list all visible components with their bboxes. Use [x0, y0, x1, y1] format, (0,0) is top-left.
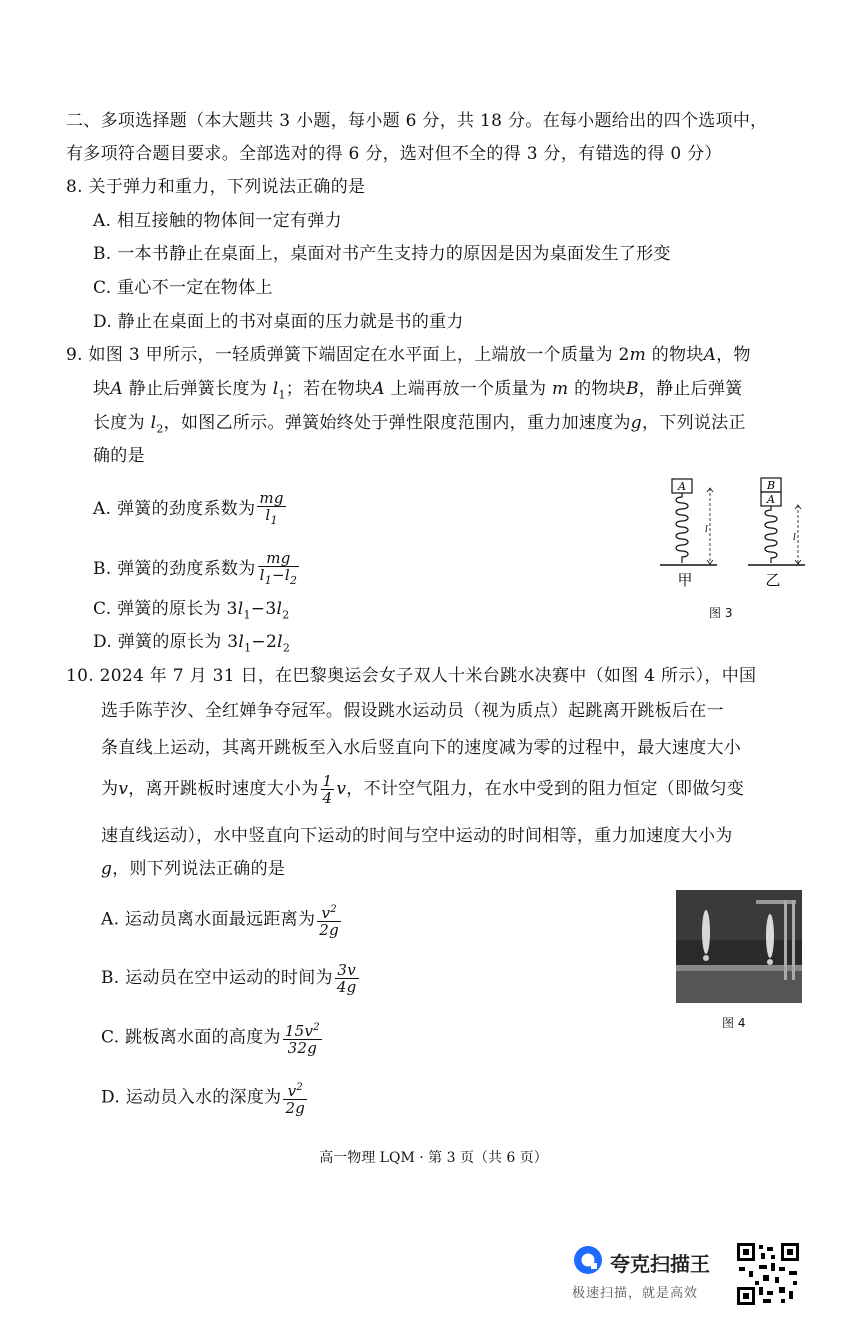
- figure-4-diving-photo: [676, 890, 802, 1003]
- brand-slogan: 极速扫描，就是高效: [572, 1286, 699, 1301]
- fraction-v2-over-2g-depth: $\frac{v^2}{2g}$: [285, 1082, 306, 1117]
- block-a-left-label: A: [678, 480, 686, 493]
- figure-3-caption: 图 3: [709, 606, 733, 620]
- fig3-label-left: 甲: [677, 571, 693, 589]
- fraction-15v2-over-32g: $\frac{15v^2}{32g}$: [284, 1022, 320, 1057]
- q10-option-b: B. 运动员在空中运动的时间为 $\frac{3v}{4g}$: [101, 961, 357, 996]
- fraction-mg-over-l1-minus-l2: $\frac{mg}{l_1-l_2}$: [259, 549, 298, 587]
- spring-left: [676, 493, 688, 563]
- block-a-right-label: A: [767, 493, 775, 506]
- scanner-watermark: [572, 1244, 710, 1301]
- q9-stem-line1: 9. 如图 3 甲所示，一轻质弹簧下端固定在水平面上，上端放一个质量为 2m 的物块A，物: [66, 345, 751, 365]
- fraction-mg-over-l1: $\frac{mg}{l_1}$: [259, 489, 284, 527]
- section-title-line1: 二、多项选择题（本大题共 3 小题，每小题 6 分，共 18 分。在每小题给出的四个选项中，: [66, 111, 768, 131]
- q10-stem-line1: 10. 2024 年 7 月 31 日，在巴黎奥运会女子双人十米台跳水决赛中（如图 4 所示），中国: [66, 666, 757, 686]
- figure-3-springs: [655, 472, 815, 597]
- q8-option-c: C. 重心不一定在物体上: [93, 278, 273, 298]
- block-b-right-label: B: [766, 479, 776, 492]
- diver-two: [766, 914, 774, 958]
- q10-option-c: C. 跳板离水面的高度为 $\frac{15v^2}{32g}$: [101, 1022, 320, 1057]
- q10-stem-line2: 选手陈芋汐、全红婵争夺冠军。假设跳水运动员（视为质点）起跳离开跳板后在一: [101, 701, 724, 721]
- q9-stem-line2: 块A 静止后弹簧长度为 $l_1$；若在物块A 上端再放一个质量为 m 的物块B，静止后弹簧: [93, 379, 743, 402]
- quark-logo-icon: [572, 1244, 604, 1276]
- q9-option-b: B. 弹簧的劲度系数为 $\frac{mg}{l_1-l_2}$: [93, 549, 298, 587]
- q10-stem-line6: g，则下列说法正确的是: [101, 859, 286, 879]
- brand-name: 夸克扫描王: [610, 1252, 710, 1276]
- q10-stem-line3: 条直线上运动，其离开跳板至入水后竖直向下的速度减为零的过程中，最大速度大小: [101, 738, 742, 758]
- q10-option-d: D. 运动员入水的深度为 $\frac{v^2}{2g}$: [101, 1082, 306, 1117]
- spring-right: [765, 506, 777, 563]
- q9-option-a: A. 弹簧的劲度系数为 $\frac{mg}{l_1}$: [93, 489, 284, 527]
- length-l1-label: l: [705, 525, 708, 535]
- fraction-3v-over-4g: $\frac{3v}{4g}$: [336, 961, 357, 996]
- q10-stem-line5: 速直线运动），水中竖直向下运动的时间与空中运动的时间相等，重力加速度大小为: [101, 826, 733, 846]
- q10-stem-line4: 为v，离开跳板时速度大小为 $\frac{1}{4}$ v，不计空气阻力，在水中受到的阻力恒定（即做匀变: [101, 772, 745, 807]
- section-title-line2: 有多项符合题目要求。全部选对的得 6 分，选对但不全的得 3 分，有错选的得 0 分）: [66, 144, 722, 164]
- fig3-label-right: 乙: [765, 571, 781, 589]
- length-l2-label: l: [793, 533, 796, 543]
- q8-option-b: B. 一本书静止在桌面上，桌面对书产生支持力的原因是因为桌面发生了形变: [93, 244, 671, 264]
- q8-option-a: A. 相互接触的物体间一定有弹力: [93, 211, 342, 231]
- q8-stem: 8. 关于弹力和重力，下列说法正确的是: [66, 177, 366, 197]
- qr-code-icon: [735, 1241, 801, 1307]
- fraction-one-quarter: $\frac{1}{4}$: [322, 772, 333, 807]
- figure-4-caption: 图 4: [722, 1016, 746, 1030]
- q9-stem-line4: 确的是: [93, 446, 145, 466]
- q8-option-d: D. 静止在桌面上的书对桌面的压力就是书的重力: [93, 312, 464, 332]
- q9-option-d: D. 弹簧的原长为 $3l_1-2l_2$: [93, 632, 291, 655]
- page-footer: 高一物理 LQM · 第 3 页（共 6 页）: [319, 1150, 548, 1166]
- diver-one: [702, 910, 710, 954]
- q9-option-c: C. 弹簧的原长为 $3l_1-3l_2$: [93, 599, 290, 622]
- fraction-v2-over-2g: $\frac{v^2}{2g}$: [319, 904, 340, 939]
- q9-stem-line3: 长度为 $l_2$，如图乙所示。弹簧始终处于弹性限度范围内，重力加速度为g，下列说法正: [93, 413, 746, 436]
- q10-option-a: A. 运动员离水面最远距离为 $\frac{v^2}{2g}$: [101, 904, 340, 939]
